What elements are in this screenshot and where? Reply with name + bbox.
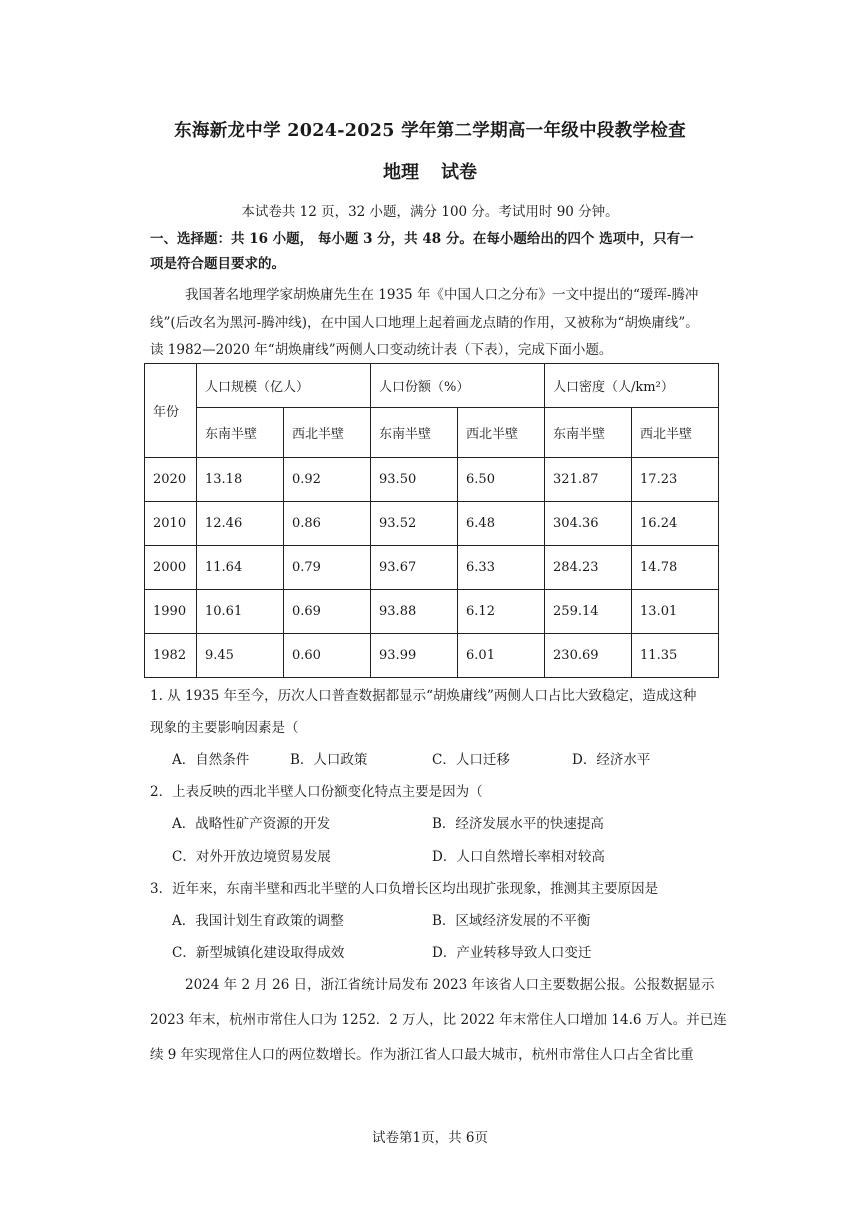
table-cell: 11.35 [632, 634, 719, 678]
year-cell: 2000 [145, 546, 197, 590]
table-cell: 6.48 [458, 502, 545, 546]
passage1-line3: 读 1982—2020 年“胡焕庸线”两侧人口变动统计表（下表），完成下面小题。 [150, 342, 613, 358]
table-cell: 10.61 [197, 590, 284, 634]
group-header-size: 人口规模（亿人） [197, 364, 371, 408]
year-cell: 1982 [145, 634, 197, 678]
table-row [145, 590, 719, 634]
table-cell: 0.60 [284, 634, 371, 678]
passage1-line2: 线”(后改名为黑河-腾冲线)，在中国人口地理上起着画龙点睛的作用，又被称为“胡焕庸线”。 [150, 315, 699, 331]
section-heading-line1: 一、选择题：共 16 小题， 每小题 3 分，共 48 分。在每小题给出的四个 选项中，只有一 [150, 231, 694, 247]
table-cell: 6.01 [458, 634, 545, 678]
side-header: 西北半壁 [632, 408, 719, 458]
table-cell: 230.69 [545, 634, 632, 678]
option-b: B．人口政策 [290, 752, 368, 768]
population-table [144, 363, 719, 678]
exam-info: 本试卷共 12 页，32 小题，满分 100 分。考试用时 90 分钟。 [241, 204, 619, 220]
option-d: D．人口自然增长率相对较高 [432, 849, 605, 865]
option-a: A．自然条件 [172, 752, 250, 768]
option-b: B．经济发展水平的快速提高 [432, 816, 604, 832]
table-cell: 6.33 [458, 546, 545, 590]
year-header: 年份 [145, 364, 197, 458]
table-cell: 93.52 [371, 502, 458, 546]
group-header-density: 人口密度（人/km²） [545, 364, 719, 408]
option-c: C．新型城镇化建设取得成效 [172, 945, 345, 961]
page-footer: 试卷第1页，共 6页 [372, 1130, 488, 1146]
option-c: C．人口迁移 [432, 752, 510, 768]
table-cell: 0.79 [284, 546, 371, 590]
table-header-row [145, 364, 719, 408]
table-cell: 0.69 [284, 590, 371, 634]
passage2-line1: 2024 年 2 月 26 日，浙江省统计局发布 2023 年该省人口主要数据公报。公报数据显示 [185, 977, 715, 993]
question3-line1: 3．近年来，东南半壁和西北半壁的人口负增长区均出现扩张现象，推测其主要原因是 [150, 881, 659, 897]
table-cell: 321.87 [545, 458, 632, 502]
side-header: 西北半壁 [458, 408, 545, 458]
table-cell: 16.24 [632, 502, 719, 546]
year-cell: 2020 [145, 458, 197, 502]
table-cell: 6.50 [458, 458, 545, 502]
table-cell: 0.86 [284, 502, 371, 546]
table-cell: 304.36 [545, 502, 632, 546]
question1-line2: 现象的主要影响因素是（ [150, 720, 299, 736]
option-c: C．对外开放边境贸易发展 [172, 849, 331, 865]
table-cell: 93.88 [371, 590, 458, 634]
year-cell: 2010 [145, 502, 197, 546]
exam-subtitle [0, 158, 860, 184]
table-row [145, 546, 719, 590]
table-cell: 13.01 [632, 590, 719, 634]
option-d: D．产业转移导致人口变迁 [432, 945, 592, 961]
table-cell: 11.64 [197, 546, 284, 590]
exam-title: 东海新龙中学 2024-2025 学年第二学期高一年级中段教学检查 [174, 121, 686, 141]
table-cell: 93.67 [371, 546, 458, 590]
table-subheader-row [145, 408, 719, 458]
option-a: A．战略性矿产资源的开发 [172, 816, 331, 832]
question1-line1: 1. 从 1935 年至今，历次人口普查数据都显示“胡焕庸线”两侧人口占比大致稳定，造成这种 [150, 688, 697, 704]
question2-line1: 2．上表反映的西北半壁人口份额变化特点主要是因为（ [150, 784, 483, 800]
table-row [145, 502, 719, 546]
table-cell: 93.99 [371, 634, 458, 678]
table-cell: 17.23 [632, 458, 719, 502]
passage2-line3: 续 9 年实现常住人口的两位数增长。作为浙江省人口最大城市，杭州市常住人口占全省比重 [150, 1047, 694, 1063]
table-cell: 14.78 [632, 546, 719, 590]
paper-type-label: 试卷 [441, 162, 477, 183]
year-cell: 1990 [145, 590, 197, 634]
side-header: 西北半壁 [284, 408, 371, 458]
table-cell: 284.23 [545, 546, 632, 590]
passage1-line1: 我国著名地理学家胡焕庸先生在 1935 年《中国人口之分布》一文中提出的“瑷珲-腾冲 [185, 287, 699, 303]
table-cell: 13.18 [197, 458, 284, 502]
passage2-line2: 2023 年末，杭州市常住人口为 1252．2 万人，比 2022 年末常住人口增加 14.6 万人。并已连 [150, 1012, 727, 1028]
table-cell: 0.92 [284, 458, 371, 502]
table-row [145, 458, 719, 502]
table-cell: 12.46 [197, 502, 284, 546]
table-cell: 6.12 [458, 590, 545, 634]
table-cell: 93.50 [371, 458, 458, 502]
table-cell: 9.45 [197, 634, 284, 678]
option-a: A．我国计划生育政策的调整 [172, 913, 344, 929]
subject-label: 地理 [383, 162, 419, 183]
group-header-share: 人口份额（%） [371, 364, 545, 408]
option-b: B．区域经济发展的不平衡 [432, 913, 591, 929]
section-heading-line2: 项是符合题目要求的。 [150, 256, 285, 272]
side-header: 东南半壁 [371, 408, 458, 458]
side-header: 东南半壁 [197, 408, 284, 458]
side-header: 东南半壁 [545, 408, 632, 458]
table-cell: 259.14 [545, 590, 632, 634]
option-d: D．经济水平 [572, 752, 651, 768]
table-row [145, 634, 719, 678]
